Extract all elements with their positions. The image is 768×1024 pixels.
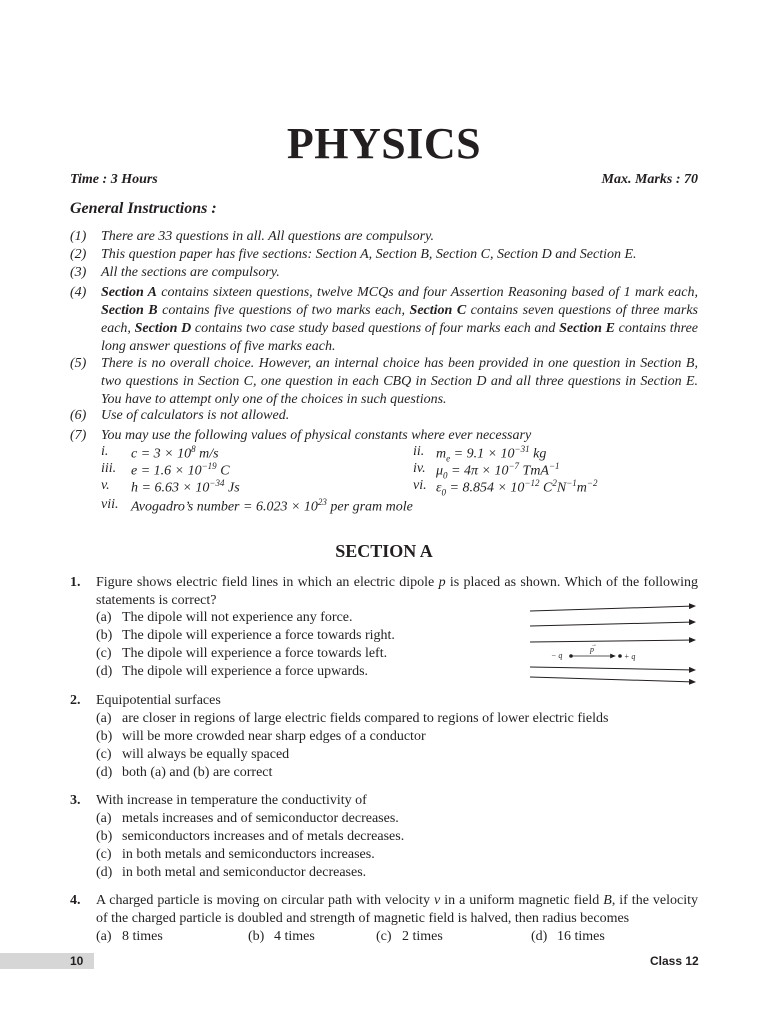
option-text: in both metals and semiconductors increases. [122, 847, 375, 862]
section-d-bold: Section D [134, 321, 192, 336]
field-line [530, 622, 695, 626]
option [96, 928, 163, 946]
constant-text: Js [224, 480, 240, 496]
instruction-number: (6) [70, 408, 87, 423]
option-label: (b) [96, 729, 113, 744]
question-2 [70, 692, 698, 710]
constant-sup: −1 [566, 478, 577, 488]
option-label: (c) [96, 747, 112, 762]
field-line [530, 667, 695, 670]
option-label: (a) [96, 711, 112, 726]
option-text: will always be equally spaced [122, 747, 290, 762]
constant-sup: −31 [514, 444, 530, 454]
instruction-5 [70, 355, 698, 409]
option [96, 746, 289, 764]
option-label: (a) [96, 610, 112, 625]
option-text: will be more crowded near sharp edges of a conductor [122, 729, 426, 744]
instruction-text: There is no overall choice. However, an internal choice has been provided in one question in Section B, two questions in Section C, one question in each CBQ in Section D and all three questions in Section E. You have to attempt only one of the choices in such questions. [101, 356, 698, 407]
section-a-bold: Section A [101, 285, 157, 300]
constant-h [131, 478, 240, 497]
constant-sub: e [446, 453, 451, 464]
instruction-7 [70, 427, 698, 445]
constant-text: h = 6.63 × 10 [131, 480, 210, 496]
constant-eps0 [436, 478, 597, 497]
instruction-number: (3) [70, 265, 87, 280]
question-text [96, 892, 698, 928]
constant-sup: −19 [201, 461, 217, 471]
option-label: (c) [96, 847, 112, 862]
constant-sup: 8 [191, 444, 196, 454]
option-text: The dipole will not experience any force. [122, 610, 353, 625]
instruction-1 [70, 228, 698, 246]
constant-text: m [576, 480, 587, 496]
option-text: in both metal and semiconductor decreases. [122, 865, 367, 880]
constant-c [131, 444, 219, 463]
option-label: (d) [531, 929, 548, 944]
question-variable: B [603, 893, 612, 908]
question-fragment: in a uniform magnetic field [440, 893, 604, 908]
option-text: The dipole will experience a force towards left. [122, 646, 388, 661]
constant-avogadro [131, 497, 413, 516]
option [531, 928, 605, 946]
option-text: The dipole will experience a force upwards. [122, 664, 369, 679]
instruction-fragment: contains two case study based questions of four marks each and [191, 321, 560, 336]
negative-charge-label: − q [551, 651, 563, 660]
constant-sub: 0 [441, 487, 447, 498]
constant-text: kg [529, 446, 547, 462]
instruction-6 [70, 407, 698, 425]
option [248, 928, 315, 946]
option [96, 645, 387, 663]
instruction-text: This question paper has five sections: Section A, Section B, Section C, Section D and Section E. [101, 247, 637, 262]
constant-sup: −12 [524, 478, 540, 488]
question-variable: p [438, 575, 446, 590]
constant-text: = 9.1 × 10 [450, 446, 515, 462]
field-line [530, 677, 695, 682]
vector-arrow-icon: → [591, 642, 597, 648]
instruction-text: There are 33 questions in all. All questions are compulsory. [101, 229, 435, 244]
instruction-fragment: contains three long answer questions of five marks each. [101, 321, 699, 354]
class-label: Class 12 [650, 954, 699, 968]
constant-label: iv. [413, 461, 426, 476]
section-a-heading: SECTION A [335, 541, 433, 561]
option [96, 710, 608, 728]
option-label: (b) [248, 929, 265, 944]
instruction-3 [70, 264, 698, 282]
constant-text: e = 1.6 × 10 [131, 463, 202, 479]
instruction-4 [70, 284, 698, 356]
option-text: semiconductors increases and of metals decreases. [122, 829, 405, 844]
section-c-bold: Section C [409, 303, 467, 318]
instruction-number: (7) [70, 428, 87, 443]
constant-sup: 23 [317, 497, 327, 507]
option [96, 846, 375, 864]
section-e-bold: Section E [559, 321, 615, 336]
constant-text: m [436, 446, 447, 462]
instruction-2 [70, 246, 698, 264]
constant-sup: −2 [586, 478, 598, 488]
option-text: The dipole will experience a force towards right. [122, 628, 395, 643]
constant-label: i. [101, 444, 109, 459]
instruction-text: You may use the following values of physical constants where ever necessary [101, 428, 532, 443]
option [376, 928, 443, 946]
section-b-bold: Section B [101, 303, 158, 318]
instruction-fragment: contains five questions of two marks each, [157, 303, 410, 318]
constant-text: = 8.854 × 10 [446, 480, 525, 496]
option-label: (a) [96, 929, 112, 944]
option-text: 4 times [274, 929, 315, 944]
option-label: (b) [96, 628, 113, 643]
option-label: (d) [96, 765, 113, 780]
dipole-vector-label: p [590, 645, 594, 654]
electric-field-figure [525, 595, 705, 690]
instruction-number: (5) [70, 356, 87, 371]
field-line [530, 606, 695, 611]
question-4 [70, 892, 698, 928]
positive-charge-dot [618, 654, 622, 658]
constant-label: ii. [413, 444, 425, 459]
constant-label: vii. [101, 497, 119, 512]
constant-sub: 0 [443, 470, 448, 481]
constant-text: per gram mole [326, 499, 413, 515]
question-number: 2. [70, 693, 81, 708]
instruction-text [101, 284, 698, 356]
question-3 [70, 792, 698, 810]
instruction-number: (1) [70, 229, 87, 244]
option-label: (c) [376, 929, 392, 944]
constant-sup: −1 [548, 461, 560, 471]
constant-e [131, 461, 230, 480]
option-text: both (a) and (b) are correct [122, 765, 273, 780]
constant-text: Avogadro’s number = 6.023 × 10 [131, 499, 318, 515]
constant-text: μ [436, 463, 444, 479]
question-variable: v [434, 893, 441, 908]
option-text: 2 times [402, 929, 443, 944]
constant-label: vi. [413, 478, 427, 493]
constant-sup: −7 [508, 461, 520, 471]
instruction-number: (4) [70, 285, 87, 300]
constant-sup: −34 [209, 478, 225, 488]
option [96, 864, 366, 882]
question-fragment: A charged particle is moving on circular path with velocity [96, 893, 435, 908]
question-text: Equipotential surfaces [96, 693, 221, 708]
instruction-text: All the sections are compulsory. [101, 265, 280, 280]
page-title: PHYSICS [286, 119, 482, 168]
option [96, 828, 404, 846]
constant-text: ε [436, 480, 442, 496]
question-number: 4. [70, 893, 81, 908]
option [96, 609, 353, 627]
option [96, 810, 399, 828]
option [96, 764, 272, 782]
constant-text: m/s [195, 446, 219, 462]
option [96, 663, 368, 681]
constant-label: v. [101, 478, 110, 493]
constant-text: = 4π × 10 [447, 463, 509, 479]
constant-text: C [216, 463, 230, 479]
question-fragment: , if the velocity of the charged particle is doubled and strength of magnetic field is halved, then radius becomes [96, 893, 698, 926]
page-number: 10 [70, 954, 84, 968]
instruction-fragment: contains seven questions of three marks each, [101, 303, 699, 336]
question-fragment: is placed as shown. Which of the following statements is correct? [96, 575, 698, 608]
option-label: (c) [96, 646, 112, 661]
constant-text: C [539, 480, 553, 496]
constant-text: c = 3 × 10 [131, 446, 192, 462]
option-label: (b) [96, 829, 113, 844]
option-label: (d) [96, 865, 113, 880]
option-label: (a) [96, 811, 112, 826]
option-text: 16 times [557, 929, 605, 944]
max-marks-label: Max. Marks : 70 [601, 172, 698, 187]
option-label: (d) [96, 664, 113, 679]
instruction-number: (2) [70, 247, 87, 262]
question-number: 3. [70, 793, 81, 808]
option [96, 627, 395, 645]
constant-label: iii. [101, 461, 117, 476]
option [96, 728, 426, 746]
option-text: are closer in regions of large electric fields compared to regions of lower electric fields [122, 711, 609, 726]
instruction-text: Use of calculators is not allowed. [101, 408, 290, 423]
question-fragment: Figure shows electric field lines in which an electric dipole [96, 575, 439, 590]
time-label: Time : 3 Hours [70, 172, 158, 187]
constant-sup: 2 [552, 478, 557, 488]
option-text: metals increases and of semiconductor decreases. [122, 811, 399, 826]
constant-text: N [556, 480, 567, 496]
option-text: 8 times [122, 929, 163, 944]
constant-text: TmA [519, 463, 549, 479]
question-number: 1. [70, 575, 81, 590]
general-instructions-heading: General Instructions : [70, 200, 217, 217]
positive-charge-label: + q [624, 652, 636, 661]
instruction-fragment: contains sixteen questions, twelve MCQs and four Assertion Reasoning based of 1 mark each, [156, 285, 698, 300]
question-text: With increase in temperature the conductivity of [96, 793, 367, 808]
field-line [530, 640, 695, 642]
